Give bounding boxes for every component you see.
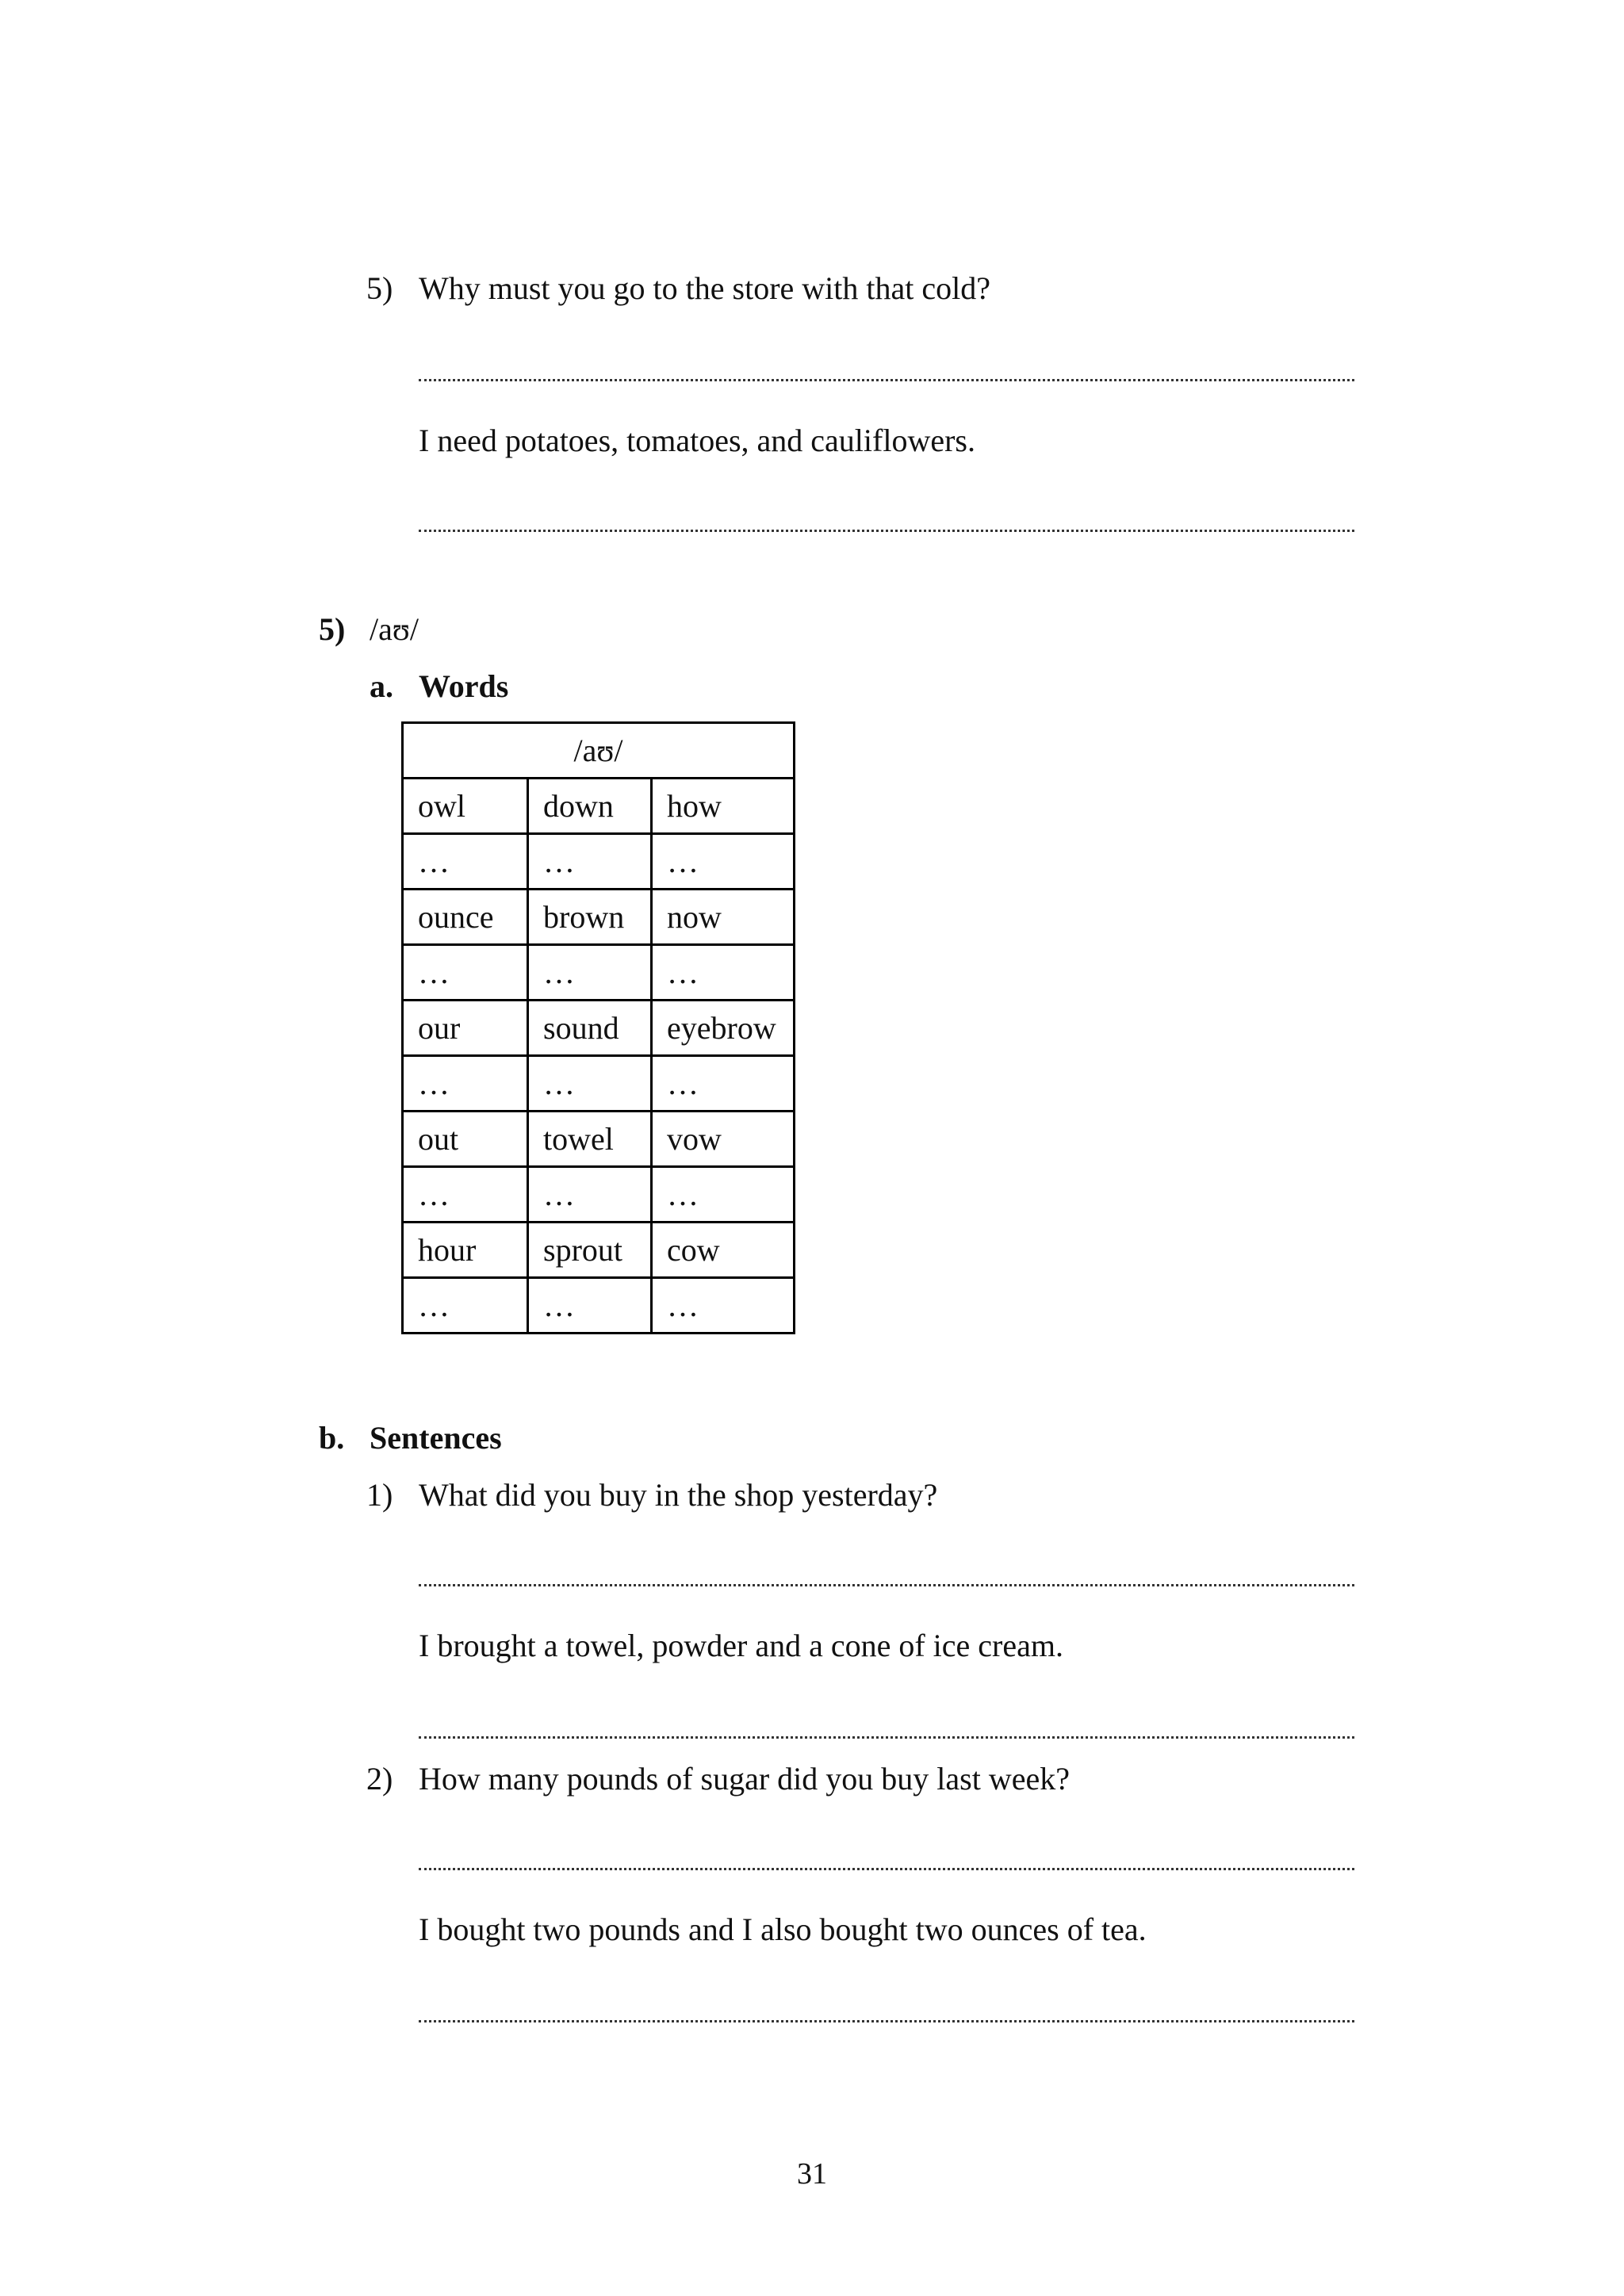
table-cell: our (403, 1001, 528, 1056)
answer-line (419, 1736, 1354, 1739)
table-cell: how (652, 779, 795, 834)
question-text: Why must you go to the store with that cold? (419, 270, 990, 306)
table-row (403, 1112, 795, 1167)
table-cell: … (652, 1278, 795, 1334)
question-number: 1) (366, 1477, 393, 1513)
table-cell: … (528, 1056, 652, 1112)
subsection-label: b. (319, 1420, 345, 1456)
table-row (403, 890, 795, 945)
table-cell: … (403, 1278, 528, 1334)
answer-line (419, 530, 1354, 532)
table-cell: ounce (403, 890, 528, 945)
table-cell: … (403, 1056, 528, 1112)
table-row (403, 779, 795, 834)
subsection-heading: Sentences (370, 1420, 502, 1456)
answer-text: I brought a towel, powder and a cone of ice cream. (419, 1628, 1063, 1663)
answer-text: I bought two pounds and I also bought two ounces of tea. (419, 1911, 1147, 1947)
table-row (403, 945, 795, 1001)
table-cell: now (652, 890, 795, 945)
table-cell: … (528, 945, 652, 1001)
subsection-heading: Words (419, 668, 509, 704)
table-row (403, 1278, 795, 1334)
table-cell: out (403, 1112, 528, 1167)
page-number: 31 (797, 2157, 827, 2191)
table-cell: … (652, 1056, 795, 1112)
table-cell: owl (403, 779, 528, 834)
table-cell: … (528, 834, 652, 890)
table-cell: sound (528, 1001, 652, 1056)
table-cell: down (528, 779, 652, 834)
table-cell: … (403, 834, 528, 890)
table-cell: vow (652, 1112, 795, 1167)
table-cell: … (528, 1167, 652, 1223)
question-text: What did you buy in the shop yesterday? (419, 1477, 938, 1513)
table-row (403, 1223, 795, 1278)
table-cell: cow (652, 1223, 795, 1278)
answer-line (419, 379, 1354, 381)
table-cell: … (652, 945, 795, 1001)
words-table (401, 721, 795, 1334)
table-cell: … (403, 1167, 528, 1223)
table-row (403, 1001, 795, 1056)
subsection-label: a. (370, 668, 393, 704)
table-row (403, 834, 795, 890)
table-header: /aʊ/ (403, 723, 795, 779)
answer-line (419, 1584, 1354, 1586)
table-cell: brown (528, 890, 652, 945)
answer-line (419, 1868, 1354, 1870)
table-cell: hour (403, 1223, 528, 1278)
table-cell: … (652, 1167, 795, 1223)
question-number: 5) (366, 270, 393, 306)
table-cell: … (403, 945, 528, 1001)
table-cell: … (528, 1278, 652, 1334)
table-cell: towel (528, 1112, 652, 1167)
question-number: 2) (366, 1761, 393, 1797)
table-cell: sprout (528, 1223, 652, 1278)
answer-line (419, 2020, 1354, 2022)
section-number: 5) (319, 611, 346, 647)
table-row (403, 1056, 795, 1112)
question-text: How many pounds of sugar did you buy last week? (419, 1761, 1070, 1797)
section-sound: /aʊ/ (370, 611, 419, 647)
table-cell: eyebrow (652, 1001, 795, 1056)
answer-text: I need potatoes, tomatoes, and cauliflowers. (419, 423, 975, 458)
table-cell: … (652, 834, 795, 890)
table-row (403, 1167, 795, 1223)
